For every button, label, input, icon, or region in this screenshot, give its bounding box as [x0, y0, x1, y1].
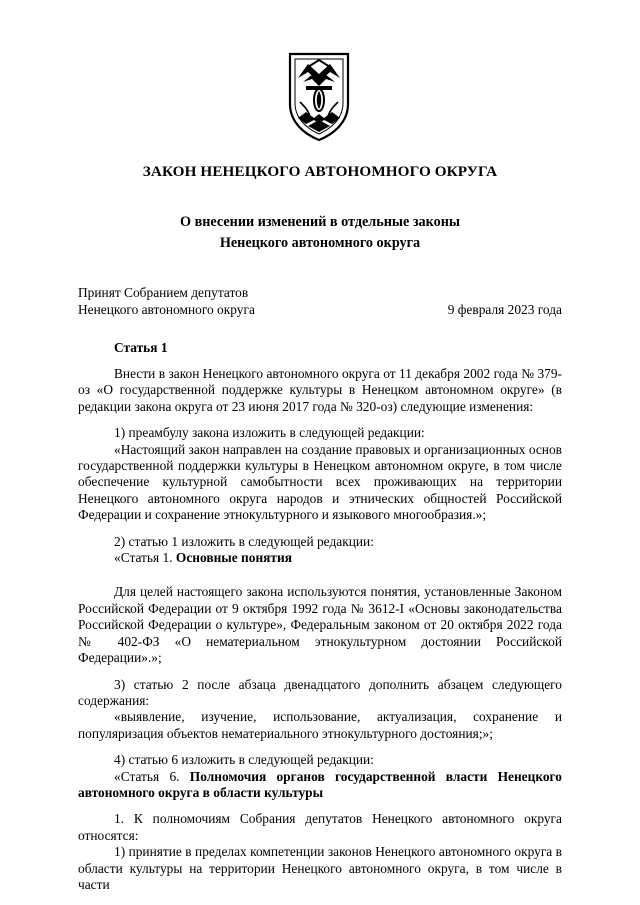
item-2-text: Для целей настоящего закона используются понятия, установленные Законом Российской Федерации от 9 октября 1992 года № 3612-I «Основы законодательства Российской Федерации о культуре», Федеральным законом от 20 октября 2022 года № 402-ФЗ «О нематериальном этнокультурном достоянии Российской Федерации».»;	[78, 584, 562, 666]
law-subtitle	[0, 212, 640, 254]
coat-of-arms-emblem	[286, 52, 352, 142]
law-title: ЗАКОН НЕНЕЦКОГО АВТОНОМНОГО ОКРУГА	[142, 163, 498, 180]
article-1-heading: Статья 1	[114, 340, 168, 355]
item-4-lead: 4) статью 6 изложить в следующей редакции:	[114, 752, 374, 768]
item-4-paragraph-1: 1. К полномочиям Собрания депутатов Ненецкого автономного округа относятся:	[78, 811, 562, 843]
adoption-date: 9 февраля 2023 года	[447, 302, 562, 317]
item-4-article-heading	[78, 769, 562, 802]
item-4-article-prefix: «Статья 6.	[114, 768, 190, 784]
adoption-block	[78, 284, 562, 318]
item-3-lead: 3) статью 2 после абзаца двенадцатого дополнить абзацем следующего содержания:	[78, 676, 562, 708]
item-2-lead: 2) статью 1 изложить в следующей редакции:	[114, 533, 374, 549]
subtitle-line-2: Ненецкого автономного округа	[219, 235, 421, 251]
item-1-text: «Настоящий закон направлен на создание правовых и организационных основ государственной поддержки культуры в Ненецком автономном округе, в том числе обеспечение культурной самобытности всех проживающих на территории Ненецкого автономного округа народов и этнических общностей Российской Федерации и сохранение этнокультурного и языкового многообразия.»;	[78, 441, 562, 523]
article-1-body	[78, 366, 562, 893]
adopted-by-line-2: Ненецкого автономного округа	[78, 302, 255, 317]
item-1-lead: 1) преамбулу закона изложить в следующей редакции:	[114, 425, 425, 441]
subtitle-line-1: О внесении изменений в отдельные законы	[180, 214, 460, 230]
item-4-article-title: Полномочия органов государственной власти Ненецкого автономного округа в области культуры	[78, 768, 562, 800]
item-4-paragraph-2: 1) принятие в пределах компетенции законов Ненецкого автономного округа в области культуры на территории Ненецкого автономного округа, в том числе в части	[78, 844, 562, 892]
adopted-by-line-1: Принят Собранием депутатов	[78, 285, 249, 300]
item-2-article-title: Основные понятия	[175, 550, 292, 566]
item-2-article-prefix: «Статья 1.	[114, 550, 176, 566]
item-3-text: «выявление, изучение, использование, актуализация, сохранение и популяризация объектов нематериального этнокультурного достояния;»;	[78, 709, 562, 741]
article-1-intro: Внести в закон Ненецкого автономного округа от 11 декабря 2002 года № 379-оз «О государственной поддержке культуры в Ненецком автономном округе» (в редакции закона округа от 23 июня 2017 года № 320-оз) следующие изменения:	[78, 366, 562, 414]
item-2-article-heading	[78, 550, 562, 566]
